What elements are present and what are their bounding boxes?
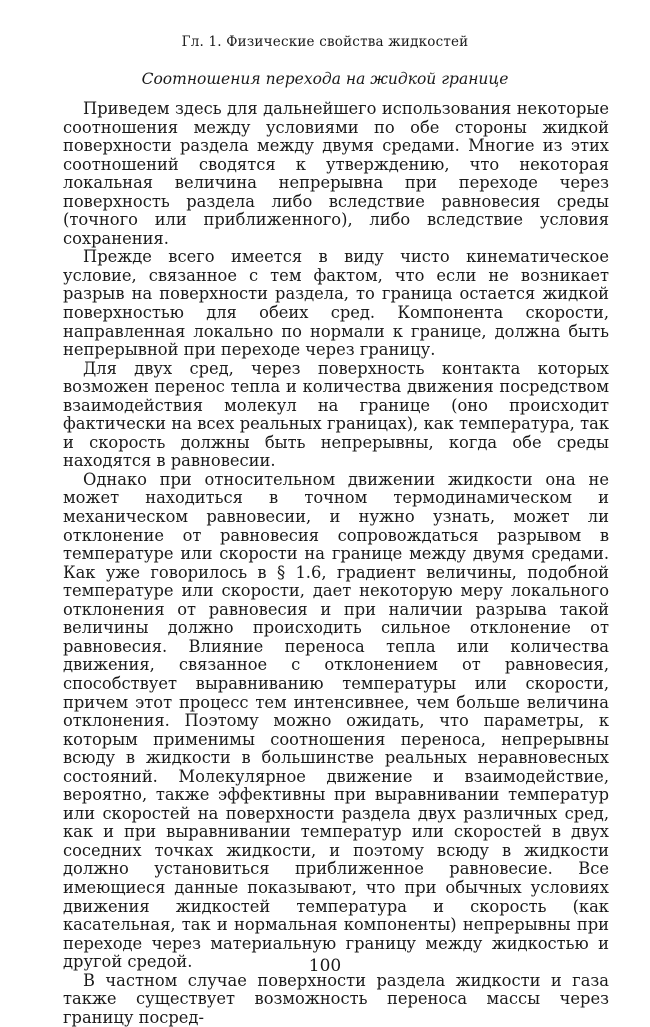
paragraph: Приведем здесь для дальнейшего использования некоторые соотношения между условиями по обе стороны жидкой поверхности раздела между двумя средами. Многие из этих соотношений сводятся к утверждению, что некоторая локальная величина непрерывна при переходе через поверхность раздела либо вследствие равновесия среды (точного или приближенного), либо вследствие условия сохранения. [63,99,609,248]
body-text [63,100,609,1027]
running-header: Гл. 1. Физические свойства жидкостей [181,34,469,50]
paragraph: Для двух сред, через поверхность контакта которых возможен перенос тепла и количества движения посредством взаимодействия молекул на границе (оно происходит фактически на всех реальных границах), как температура, так и скорость должны быть непрерывны, когда обе среды находятся в равновесии. [63,358,609,471]
section-title: Соотношения перехода на жидкой границе [141,70,509,88]
paragraph: В частном случае поверхности раздела жидкости и газа также существует возможность переноса массы через границу посред- [63,970,609,1027]
paragraph: Прежде всего имеется в виду чисто кинематическое условие, связанное с тем фактом, что если не возникает разрыв на поверхности раздела, то граница остается жидкой поверхностью для обеих сред. Компонента скорости, направленная локально по нормали к границе, должна быть непрерывной при переходе через границу. [63,247,609,360]
page-number: 100 [308,956,342,976]
paragraph: Однако при относительном движении жидкости она не может находиться в точном термодинамическом и механическом равновесии, и нужно узнать, может ли отклонение от равновесия сопровождаться разрывом в температуре или скорости на границе между двумя средами. Как уже говорилось в § 1.6, градиент величины, подобной температуре или скорости, дает некоторую меру локального отклонения от равновесия и при наличии разрыва такой величины должно происходить сильное отклонение от равновесия. Влияние переноса тепла или количества движения, связанное с отклонением от равновесия, способствует выравниванию температуры или скорости, причем этот процесс тем интенсивнее, чем больше величина отклонения. Поэтому можно ожидать, что параметры, к которым применимы соотношения переноса, непрерывны всюду в жидкости в большинстве реальных неравновесных состояний. Молекулярное движение и взаимодействие, вероятно, также эффективны при выравнивании температур или скоростей на поверхности раздела двух различных сред, как и при выравнивании температур или скоростей в двух соседних точках жидкости, и поэтому всюду в жидкости должно установиться приближенное равновесие. Все имеющиеся данные показывают, что при обычных условиях движения жидкостей температура и скорость (как касательная, так и нормальная компоненты) непрерывны при переходе через материальную границу между жидкостью и другой средой. [63,469,609,972]
